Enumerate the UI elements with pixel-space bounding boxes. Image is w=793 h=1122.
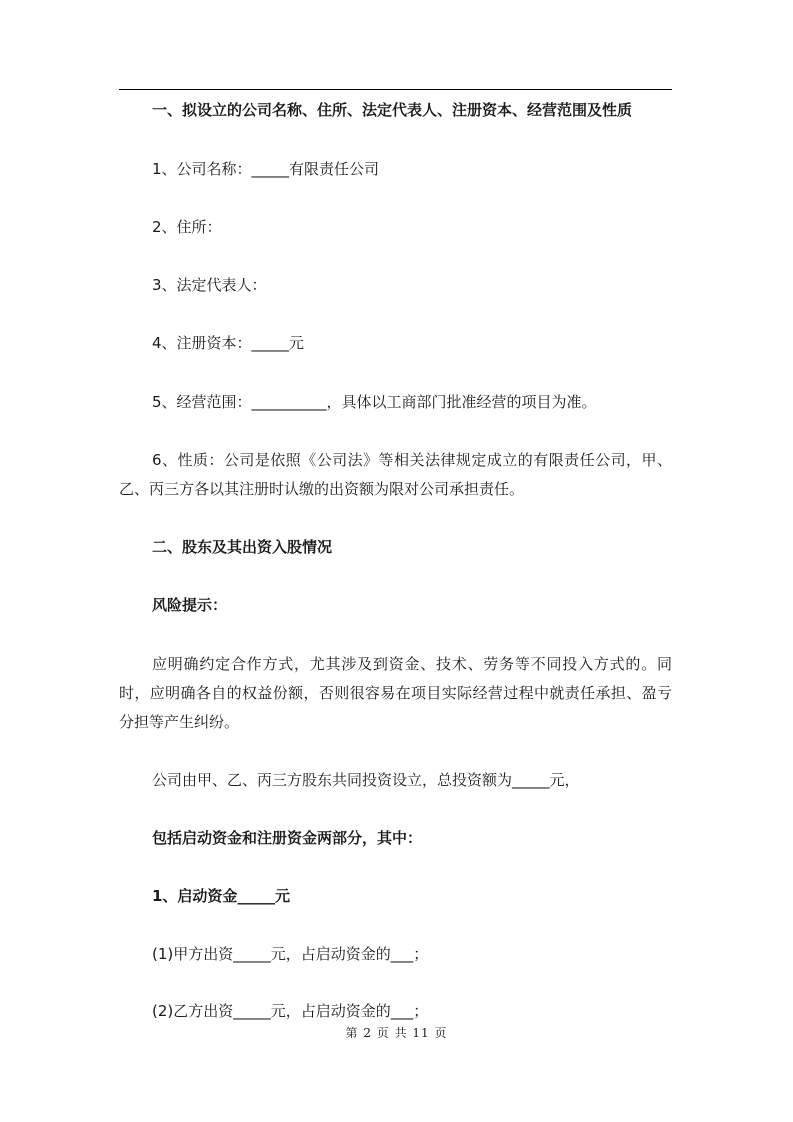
header-rule xyxy=(119,89,672,90)
risk-paragraph: 应明确约定合作方式，尤其涉及到资金、技术、劳务等不同投入方式的。同时，应明确各自的权益份额，否则很容易在项目实际经营过程中就责任承担、盈亏分担等产生纠纷。 xyxy=(119,655,672,731)
legal-representative-item: 3、法定代表人： xyxy=(152,276,267,294)
section-heading-2: 二、股东及其出资入股情况 xyxy=(152,538,333,556)
business-scope-item: 5、经营范围：__________，具体以工商部门批准经营的项目为准。 xyxy=(152,393,597,411)
section-heading-1: 一、拟设立的公司名称、住所、法定代表人、注册资本、经营范围及性质 xyxy=(152,101,633,119)
page-number-footer: 第 2 页 共 11 页 xyxy=(345,1026,448,1040)
investment-paragraph: 公司由甲、乙、丙三方股东共同投资设立，总投资额为_____元， xyxy=(152,771,580,789)
start-fund-item: 1、启动资金_____元 xyxy=(152,887,290,905)
fund-components-heading: 包括启动资金和注册资金两部分，其中： xyxy=(152,829,423,847)
address-item: 2、住所： xyxy=(152,218,222,236)
registered-capital-item: 4、注册资本：_____元 xyxy=(152,334,305,352)
party-a-contribution: (1)甲方出资_____元，占启动资金的___； xyxy=(152,945,429,963)
risk-title: 风险提示： xyxy=(152,596,228,614)
party-b-contribution: (2)乙方出资_____元，占启动资金的___； xyxy=(152,1002,429,1020)
company-name-item: 1、公司名称：_____有限责任公司 xyxy=(152,160,380,178)
company-nature-item: 6、性质：公司是依照《公司法》等相关法律规定成立的有限责任公司，甲、乙、丙三方各以其注册时认缴的出资额为限对公司承担责任。 xyxy=(119,451,672,498)
